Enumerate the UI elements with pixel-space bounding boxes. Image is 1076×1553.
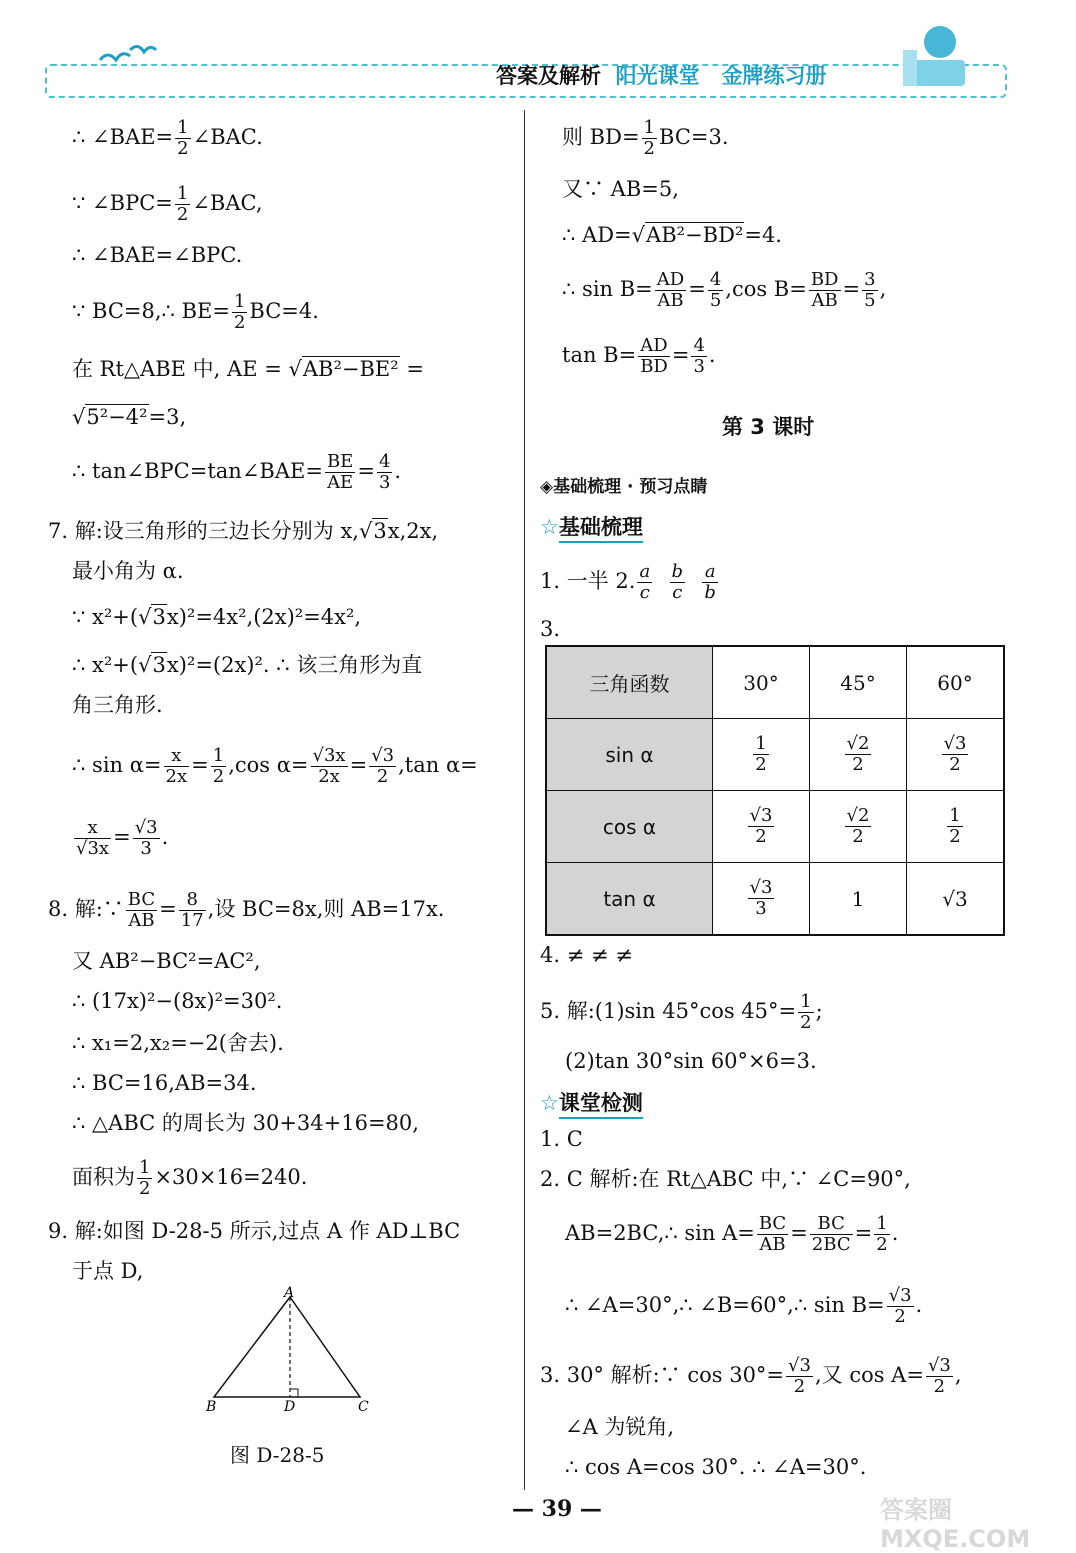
line: ∴ x²+(√3x)²=(2x)². ∴ 该三角形为直 (72, 653, 423, 677)
star-icon: ☆ (540, 515, 559, 539)
section-header: ◈基础梳理 · 预习点睛 (540, 477, 708, 497)
line: ∴ ∠A=30°,∴ ∠B=60°,∴ sin B= $\frac{√3}{2}$ . (565, 1285, 923, 1327)
birds-icon (90, 40, 160, 70)
table-row (546, 791, 1004, 863)
table-cell: √3 (907, 863, 1005, 936)
table-cell: $\frac{1}{2}$ (713, 719, 810, 791)
table-cell: $\frac{1}{2}$ (907, 791, 1005, 863)
line: 在 Rt△ABE 中, AE = √AB²−BE² = (72, 357, 424, 381)
triangle-abc (214, 1297, 360, 1397)
line: ∵ BC=8,∴ BE= $\frac{1}{2}$ BC=4. (72, 291, 319, 333)
figure-caption: 图 D-28-5 (230, 1443, 325, 1467)
line: ∴ ∠BAE= $\frac{1}{2}$ ∠BAC. (72, 117, 263, 159)
line: ∴ tan∠BPC=tan∠BAE= $\frac{BE}{AE}$ = $\frac{4}{3}$ . (72, 451, 402, 493)
table-cell: $\frac{√3}{2}$ (907, 719, 1005, 791)
q7-line: 7. 解:设三角形的三边长分别为 x,√3x,2x, (48, 519, 439, 543)
table-cell: $\frac{√3}{2}$ (713, 791, 810, 863)
label-a: A (284, 1285, 295, 1301)
table-header-cell: 30° (713, 646, 810, 719)
line: 3. 30° 解析:∵ cos 30°= $\frac{√3}{2}$ ,又 cos A= $\frac{√3}{2}$ , (540, 1355, 962, 1397)
star-icon: ☆ (540, 1091, 559, 1115)
line: ∴ △ABC 的周长为 30+34+16=80, (72, 1111, 419, 1135)
label-d: D (284, 1399, 296, 1415)
line: ∴ BC=16,AB=34. (72, 1071, 257, 1095)
table-row (546, 719, 1004, 791)
table-row (546, 646, 1004, 719)
line: 1. C (540, 1127, 583, 1151)
q9-line: 9. 解:如图 D-28-5 所示,过点 A 作 AD⊥BC (48, 1219, 461, 1243)
line: ∵ ∠BPC= $\frac{1}{2}$ ∠BAC, (72, 183, 263, 225)
line: ∠A 为锐角, (565, 1415, 675, 1439)
line: 2. C 解析:在 Rt△ABC 中,∵ ∠C=90°, (540, 1167, 911, 1191)
tag-check: ☆课堂检测 (540, 1088, 643, 1118)
line: ∴ sin B= $\frac{AD}{AB}$ = $\frac{4}{5}$ ,cos B= $\frac{BD}{AB}$ = $\frac{3}{5}$ , (562, 269, 887, 311)
table-header-cell: 三角函数 (546, 646, 713, 719)
line: √5²−4²=3, (72, 405, 187, 429)
student-reading-icon (895, 20, 975, 90)
table-row (546, 863, 1004, 936)
line: 于点 D, (72, 1259, 144, 1283)
line: ∴ cos A=cos 30°. ∴ ∠A=30°. (565, 1455, 867, 1479)
line: 最小角为 α. (72, 559, 184, 583)
watermark: 答案圈 MXQE.COM (880, 1496, 1031, 1553)
table-cell: sin α (546, 719, 713, 791)
line: (2)tan 30°sin 60°×6=3. (565, 1049, 817, 1073)
table-cell: tan α (546, 863, 713, 936)
page-number: — 39 — (512, 1496, 602, 1522)
label-c: C (358, 1399, 369, 1415)
right-angle-mark (290, 1389, 298, 1397)
table-header-cell: 60° (907, 646, 1005, 719)
line: ∴ ∠BAE=∠BPC. (72, 243, 243, 267)
line: 角三角形. (72, 693, 163, 717)
line: ∴ sin α= $\frac{x}{2x}$ = $\frac{1}{2}$ ,cos α= $\frac{√3x}{2x}$ = $\frac{√3}{2}$ ,tan α= (72, 745, 478, 787)
header-title: 答案及解析 阳光课堂 金牌练习册 (496, 64, 827, 88)
line: 4. ≠ ≠ ≠ (540, 943, 633, 967)
line: 又 AB²−BC²=AC², (72, 949, 261, 973)
tag-basics: ☆基础梳理 (540, 512, 643, 542)
lesson-title: 第 3 课时 (722, 415, 815, 439)
table-cell: $\frac{√2}{2}$ (810, 719, 907, 791)
q8-line: 8. 解:∵ $\frac{BC}{AB}$ = $\frac{8}{17}$ ,设 BC=8x,则 AB=17x. (48, 889, 445, 931)
line: 3. (540, 617, 561, 641)
line: 则 BD= $\frac{1}{2}$ BC=3. (562, 117, 729, 159)
triangle-figure (200, 1285, 380, 1415)
table-cell: 1 (810, 863, 907, 936)
line: 1. 一半 2. $\frac{a}{c}$ $\frac{b}{c}$ $\frac{a}{b}$ (540, 561, 716, 603)
line: ∴ AD=√AB²−BD²=4. (562, 223, 782, 247)
line: tan B= $\frac{AD}{BD}$ = $\frac{4}{3}$ . (562, 335, 716, 377)
label-b: B (206, 1399, 217, 1415)
line: ∵ x²+(√3x)²=4x²,(2x)²=4x², (72, 605, 362, 629)
trig-table (545, 645, 1005, 936)
line: 又∵ AB=5, (562, 177, 679, 201)
table-cell: $\frac{√2}{2}$ (810, 791, 907, 863)
table-cell: cos α (546, 791, 713, 863)
table-header-cell: 45° (810, 646, 907, 719)
line: $\frac{x}{√3x}$ = $\frac{√3}{3}$ . (76, 817, 169, 859)
line: 5. 解:(1)sin 45°cos 45°= $\frac{1}{2}$ ; (540, 991, 823, 1033)
line: 面积为 $\frac{1}{2}$ ×30×16=240. (72, 1157, 308, 1199)
line: ∴ (17x)²−(8x)²=30². (72, 989, 283, 1013)
line: AB=2BC,∴ sin A= $\frac{BC}{AB}$ = $\frac{BC}{2BC}$ = $\frac{1}{2}$ . (565, 1213, 899, 1255)
column-divider (524, 110, 525, 1490)
line: ∴ x₁=2,x₂=−2(舍去). (72, 1031, 284, 1055)
table-cell: $\frac{√3}{3}$ (713, 863, 810, 936)
